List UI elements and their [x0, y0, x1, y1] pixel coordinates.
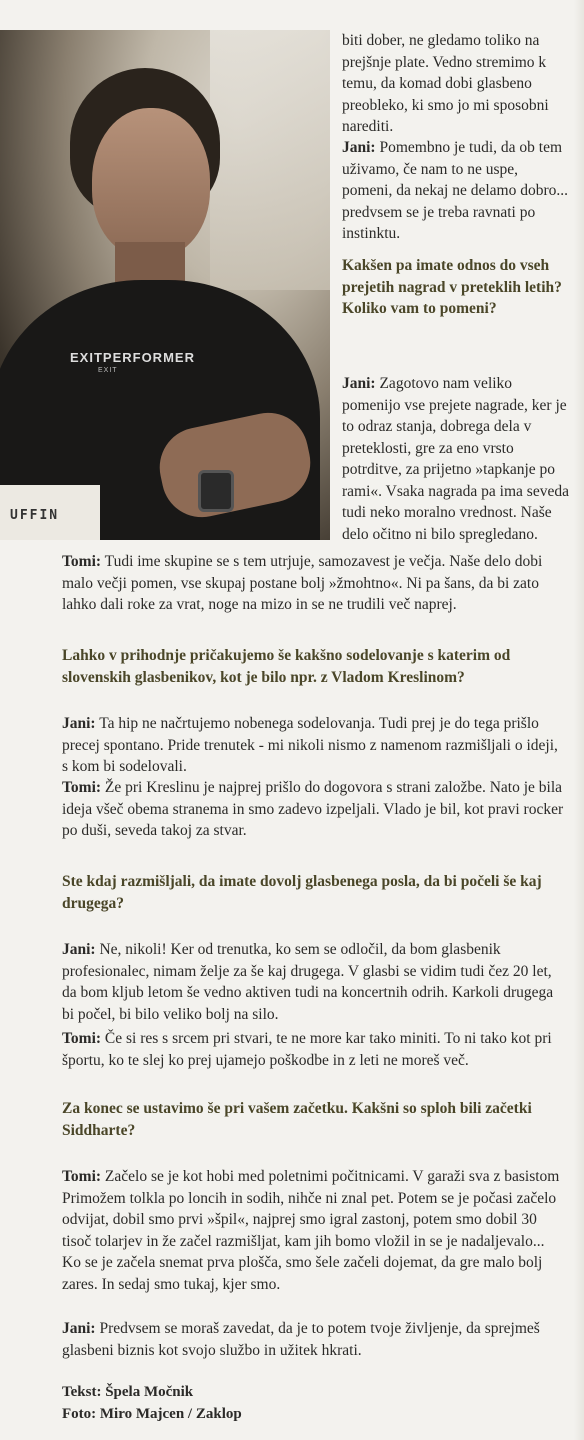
photo-face	[92, 108, 210, 258]
answer-tomi-2: Tomi: Že pri Kreslinu je najprej prišlo do dogovora s strani založbe. Nato je bila ideja všeč obema stranema in smo zadevo izpeljali. Vlado je bil, kot pravi rocker po duši, seveda takoj za stvar.	[62, 779, 564, 839]
answer-jani-2: Jani: Ta hip ne načrtujemo nobenega sodelovanja. Tudi prej je do tega prišlo precej spontano. Pride trenutek - mi nikoli nismo z namenom razmišljali o ideji, s kom bi sodelovali.	[62, 715, 558, 775]
question-4: Za konec se ustavimo še pri vašem začetku. Kakšni so sploh bili začetki Siddharte?	[62, 1100, 532, 1139]
speaker-label: Tomi:	[62, 1168, 102, 1185]
answer-tomi-3: Tomi: Če si res s srcem pri stvari, te ne more kar tako miniti. To ni tako kot pri športu, ko te slej ko prej ujamejo poškodbe in z leti ne moreš več.	[62, 1030, 552, 1069]
col1-answer-3: Jani: Zagotovo nam veliko pomenijo vse prejete nagrade, ker je to odraz stanja, dobrega dela v preteklosti, gre za eno vrsto potrditve, za prijetno »tapkanje po rami«. Vsaka nagrada pa ima seveda tudi neko moralno vrednost. Naše delo očitno ni bilo spregledano.	[342, 375, 569, 543]
question-3: Ste kdaj razmišljali, da imate dovolj glasbenega posla, da bi počeli še kaj drugega?	[62, 873, 542, 912]
col1-question-1: Kakšen pa imate odnos do vseh prejetih nagrad v preteklih letih? Koliko vam to pomeni?	[342, 257, 562, 317]
speaker-label: Tomi:	[62, 779, 102, 796]
answer-tomi-1: Tomi: Tudi ime skupine se s tem utrjuje, samozavest je večja. Naše delo dobi malo večji pomen, vse skupaj postane bolj »žmohtno«. Ni pa šans, da bi zato lahko dali roke za vrat, noge na mizo in se ne trudili več naprej.	[62, 553, 543, 613]
shirt-logo: EXITPERFORMER	[70, 350, 195, 365]
photo-background	[210, 30, 330, 290]
photo-card-text: UFFIN	[10, 508, 60, 523]
answer-jani-4: Jani: Predvsem se moraš zavedat, da je to potem tvoje življenje, da sprejmeš glasbeni biznis kot svojo službo in užitek hkrati.	[62, 1320, 540, 1359]
wristwatch	[198, 470, 234, 512]
photo-credit: Foto: Miro Majcen / Zaklop	[62, 1406, 242, 1422]
band-member-photo	[0, 30, 330, 540]
page-edge	[574, 0, 584, 1440]
speaker-label: Tomi:	[62, 1030, 102, 1047]
col1-answer-1: biti dober, ne gledamo toliko na prejšnje plate. Vedno stremimo k temu, da komad dobi glasbeno preobleko, ki smo jo mi sposobni narediti.	[342, 32, 549, 135]
text-credit: Tekst: Špela Močnik	[62, 1384, 194, 1400]
speaker-label: Jani:	[62, 715, 96, 732]
shirt-logo-sub: EXIT	[98, 367, 118, 374]
answer-tomi-4: Tomi: Začelo se je kot hobi med poletnimi počitnicami. V garaži sva z basistom Primožem tolkla po loncih in sodih, nihče ni znal pet. Potem se je počasi začelo odvijat, dobil smo prvi »špil«, najprej smo igral zastonj, potem smo dobil 30 tisoč tolarjev in že začel razmišljat, kam jih bomo vložil in se je nadaljevalo... Ko se je začela snemat prva plošča, smo šele začeli dojemat, da gre malo bolj zares. In sedaj smo tukaj, kjer smo.	[62, 1168, 560, 1293]
question-2: Lahko v prihodnje pričakujemo še kakšno sodelovanje s katerim od slovenskih glasbenikov, kot je bilo npr. z Vladom Kreslinom?	[62, 647, 511, 686]
col1-answer-2: Jani: Pomembno je tudi, da ob tem uživamo, če nam to ne uspe, pomeni, da nekaj ne delamo dobro... predvsem se je treba ravnati po instinktu.	[342, 139, 568, 242]
answer-jani-3: Jani: Ne, nikoli! Ker od trenutka, ko sem se odločil, da bom glasbenik profesionalec, nimam želje za še kaj drugega. V glasbi se vidim tudi čez 20 let, da bom kljub letom še vedno aktiven tudi na koncertnih odrih. Karkoli drugega bi počel, bi bilo veliko bolj na silo.	[62, 941, 554, 1023]
speaker-label: Jani:	[62, 941, 96, 958]
speaker-label: Jani:	[342, 139, 376, 156]
speaker-label: Tomi:	[62, 553, 102, 570]
speaker-label: Jani:	[62, 1320, 96, 1337]
speaker-label: Jani:	[342, 375, 376, 392]
